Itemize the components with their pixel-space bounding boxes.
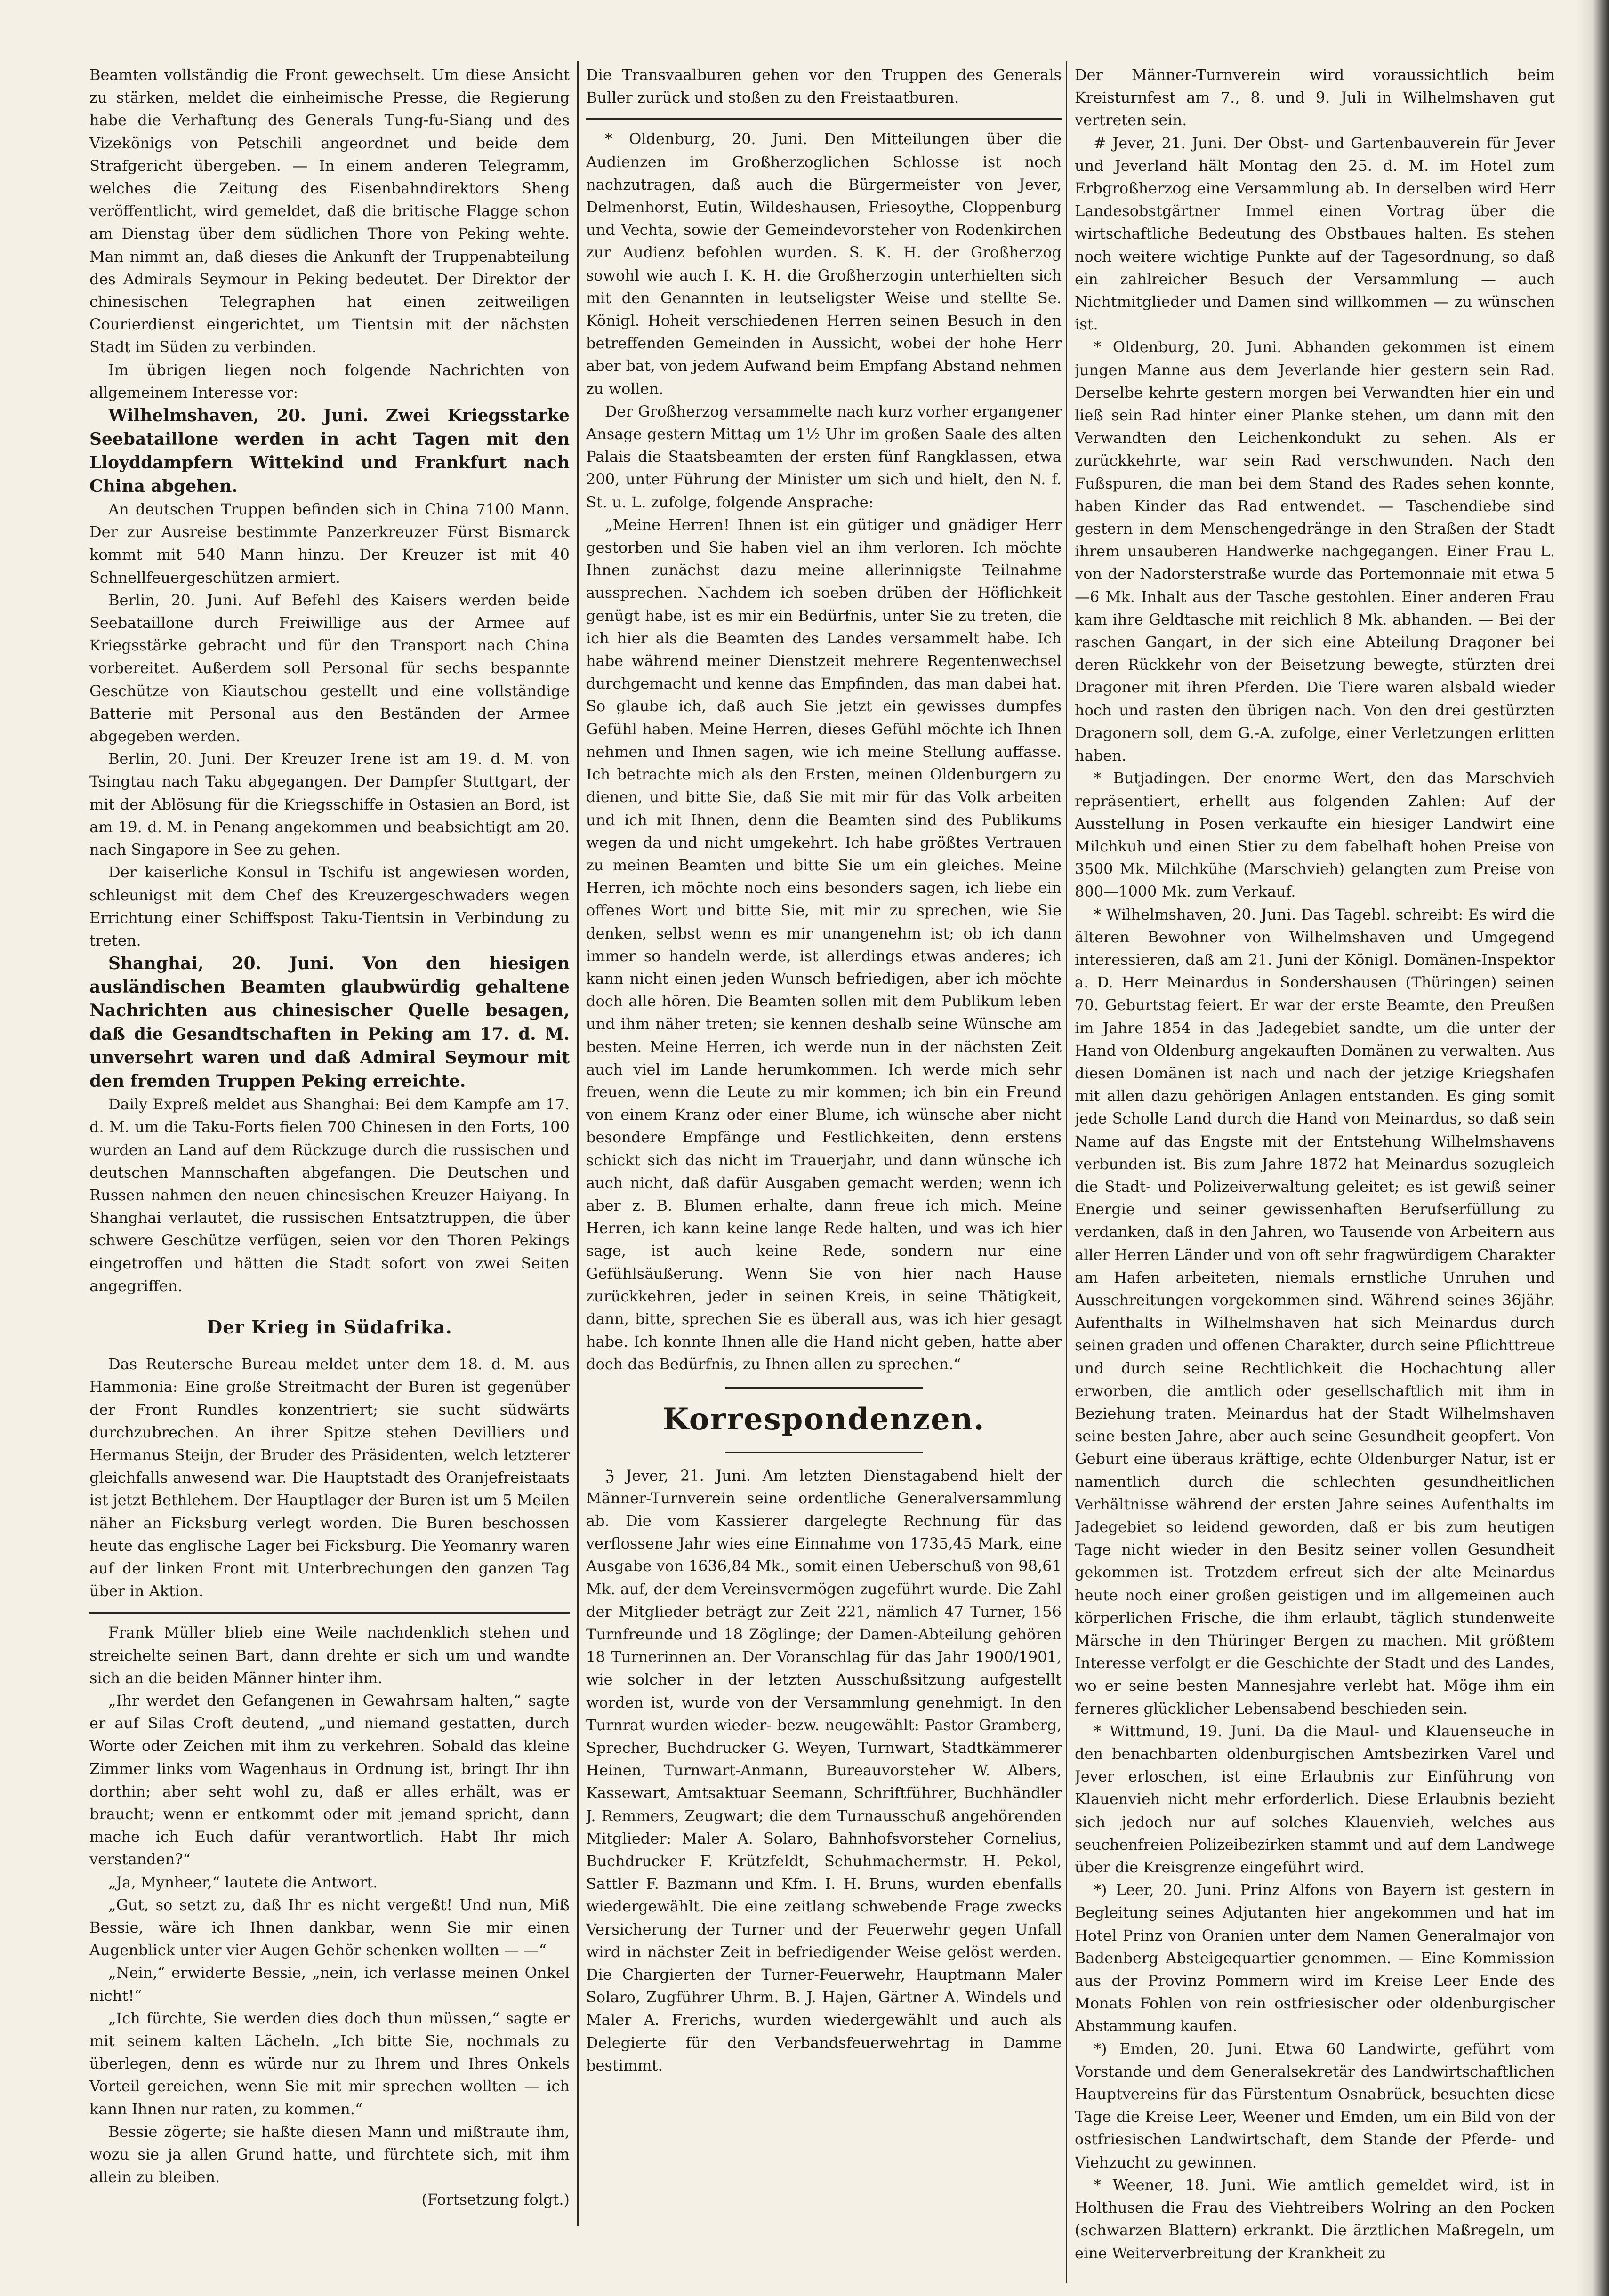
article-paragraph: *) Leer, 20. Juni. Prinz Alfons von Bayern ist gestern in Begleitung seines Adjutanten hier angekommen und hat im Hotel Prinz von Oranien unter dem Namen Generalmajor von Badenberg Absteigequartier genommen. — Eine Kommission aus der Provinz Pommern wird im Kreise Leer Ende des Monats Fohlen von rein ostfriesischer oder oldenburgischer Abstammung kaufen. — [1075, 1881, 1555, 2035]
article-paragraph: Der Großherzog versammelte nach kurz vorher ergangener Ansage gestern Mittag um 1½ Uhr im großen Saale des alten Palais die Staatsbeamten der ersten fünf Rangklassen, etwa 200, unter Führung der Minister um sich und hielt, den N. f. St. u. L. zufolge, folgende Ansprache: — [586, 402, 1062, 511]
page-edge-shadow — [1576, 0, 1609, 2296]
article-paragraph: * Weener, 18. Juni. Wie amtlich gemeldet wird, ist in Holthusen die Frau des Viehtreibers Wolring an den Pocken (schwarzen Blattern) erkrankt. Die ärztlichen Maßregeln, um eine Weiterverbreitung der Krankheit zu — [1075, 2176, 1555, 2262]
article-paragraph: „Gut, so setzt zu, daß Ihr es nicht vergeßt! Und nun, Miß Bessie, wäre ich Ihnen dankbar, wenn Sie mir einen Augenblick unter vier Augen Gehör schenken wollten — —“ — [89, 1895, 570, 1959]
article-paragraph: „Ihr werdet den Gefangenen in Gewahrsam halten,“ sagte er auf Silas Croft deutend, „und niemand gestatten, durch Worte oder Zeichen mit ihm zu verkehren. Sobald das kleine Zimmer links vom Wagenhaus in Ordnung ist, bringt Ihr ihn dorthin; aber seht wohl zu, daß er alles erhält, was er braucht; wenn er entkommt oder mit jemand spricht, dann mache ich Euch dafür verantwortlich. Habt Ihr mich verstanden?“ — [89, 1691, 570, 1869]
section-separator — [89, 1612, 570, 1614]
column-left — [89, 64, 570, 2224]
column-middle — [586, 64, 1062, 2276]
column-divider — [577, 61, 579, 2226]
article-paragraph: „Ich fürchte, Sie werden dies doch thun müssen,“ sagte er mit seinem kalten Lächeln. „Ich bitte Sie, nochmals zu überlegen, denn es würde nur zu Ihrem und Ihres Onkels Vorteil gereichen, wenn Sie mit mir sprechen wollten — ich kann Ihnen nur raten, zu kommen.“ — [89, 2009, 570, 2118]
article-paragraph: * Wilhelmshaven, 20. Juni. Das Tagebl. schreibt: Es wird die älteren Bewohner von Wilhelmshaven und Umgegend interessieren, daß am 21. Juni der Königl. Domänen-Inspektor a. D. Herr Meinardus in Sondershausen (Thüringen) seinen 70. Geburtstag feiert. Er war der erste Beamte, den Preußen im Jahre 1854 in das Jadegebiet sandte, um die unter der Hand von Oldenburg angekauften Domänen zu verwalten. Aus diesen Domänen ist nach und nach der jetzige Kriegshafen mit allen dazu gehörigen Anlagen entstanden. Es ging somit jede Scholle Land durch die Hand von Meinardus, so daß sein Name auf das Engste mit der Entstehung Wilhelmshavens verbunden ist. Bis zum Jahre 1872 hat Meinardus sozugleich die Stadt- und Polizeiverwaltung geleitet; es ist gewiß seiner Energie und seiner gewissenhaften Berufserfüllung zu verdanken, daß in den Jahren, wo Tausende von Arbeitern aus aller Herren Länder und von oft sehr fragwürdigem Charakter am Hafen arbeiteten, niemals ernstliche Unruhen und Ausschreitungen vorgekommen sind. Während seines 36jähr. Aufenthalts in Wilhelmshaven hat sich Meinardus durch seinen graden und offenen Charakter, durch seine Pflichttreue und durch seine Rechtlichkeit die Hochachtung aller erworben, die amtlich oder gesellschaftlich mit ihm in Beziehung traten. Meinardus hat der Stadt Wilhelmshaven seine besten Jahre, aber auch seine Gesundheit geopfert. Von Geburt eine überaus kräftige, echte Oldenburger Natur, ist er namentlich durch die schlechten gesundheitlichen Verhältnisse während der ersten Jahre seines Aufenthalts im Jadegebiet so leidend geworden, daß er bis zum heutigen Tage nicht wieder in den Besitz seiner vollen Gesundheit gekommen ist. Trotzdem erfreut sich der alte Meinardus heute noch einer großen geistigen und im allgemeinen auch körperlichen Frische, die ihm erlaubt, täglich stundenweite Märsche in den Thüringer Bergen zu machen. Mit größtem Interesse verfolgt er die Geschichte der Stadt und des Landes, wo er seine besten Mannesjahre verlebt hat. Möge ihm ein ferneres glücklicher Lebensabend beschieden sein. — [1075, 905, 1555, 1718]
article-paragraph: An deutschen Truppen befinden sich in China 7100 Mann. Der zur Ausreise bestimmte Panzerkreuzer Fürst Bismarck kommt mit 540 Mann hinzu. Der Kreuzer ist mit 40 Schnellfeuergeschützen armiert. — [89, 500, 570, 586]
section-separator — [586, 118, 1062, 120]
section-heading: Der Krieg in Südafrika. — [207, 1316, 452, 1338]
article-paragraph: „Nein,“ erwiderte Bessie, „nein, ich verlasse meinen Onkel nicht!“ — [89, 1964, 570, 2005]
article-paragraph: Frank Müller blieb eine Weile nachdenklich stehen und streichelte seinen Bart, dann drehte er sich um und wandte sich an die beiden Männer hinter ihm. — [89, 1623, 570, 1687]
article-paragraph: „Meine Herren! Ihnen ist ein gütiger und gnädiger Herr gestorben und Sie haben viel an ihm verloren. Ich möchte Ihnen zunächst dazu meine allerinnigste Teilnahme aussprechen. Nachdem ich soeben drüben der Höflichkeit genügt habe, ist es mir ein Bedürfnis, unter Sie zu treten, die ich hier als die Beamten des Landes versammelt habe. Ich habe während meiner Dienstzeit mehrere Regentenwechsel durchgemacht und kenne das Empfinden, das man dabei hat. So glaube ich, daß auch Sie jetzt ein gewisses dumpfes Gefühl haben. Meine Herren, dieses Gefühl möchte ich Ihnen nehmen und Ihnen sagen, wie ich meine Stellung auffasse. Ich betrachte mich als den Ersten, meinen Oldenburgern zu dienen, und bitte Sie, daß Sie mit mir für das Volk arbeiten und ich mit Ihnen, denn die Beamten sind des Publikums wegen da und nicht umgekehrt. Ich habe größtes Vertrauen zu meinen Beamten und bitte Sie um ein gleiches. Meine Herren, ich möchte noch eins besonders sagen, ich liebe ein offenes Wort und bitte Sie, mit mir zu sprechen, wie Sie denken, selbst wenn es mir unangenehm ist; ob ich dann immer so handeln werde, ist allerdings etwas anderes; ich kann nicht einen jeden Wunsch befriedigen, aber ich möchte doch alle hören. Die Beamten sollen mit dem Publikum leben und ihm näher treten; sie kennen deshalb seine Wünsche am besten. Meine Herren, ich werde nun in der nächsten Zeit auch viel im Lande herumkommen. Ich werde mich sehr freuen, wenn die Leute zu mir kommen; ich bin ein Freund von einem Kranz oder einer Blume, ich wünsche aber nicht besondere Empfänge und Festlichkeiten, denn erstens schickt sich das nicht im Trauerjahr, und dann wünsche ich auch nicht, daß dafür Ausgaben gemacht werden; wenn ich aber z. B. Blumen erhalte, dann freue ich mich. Meine Herren, ich kann keine lange Rede halten, und was ich hier sage, ist auch keine Rede, sondern nur eine Gefühlsäußerung. Wenn Sie von hier nach Hause zurückkehren, jeder in seinen Kreis, in seine Thätigkeit, dann, bitte, sprechen Sie es überall aus, was ich hier gesagt habe. Ich konnte Ihnen alle die Hand nicht geben, hatte aber doch das Bedürfnis, zu Ihnen allen zu sprechen.“ — [586, 515, 1062, 1373]
news-headline: Shanghai, 20. Juni. Von den hiesigen ausländischen Beamten glaubwürdig gehaltene Nachrichten aus chinesischer Quelle besagen, daß die Gesandtschaften in Peking am 17. d. M. unversehrt waren und daß Admiral Seymour mit den fremden Truppen Peking erreichte. — [89, 954, 570, 1092]
article-paragraph: Im übrigen liegen noch folgende Nachrichten von allgemeinem Interesse vor: — [89, 361, 570, 401]
column-right — [1075, 64, 1555, 2276]
news-headline: Wilhelmshaven, 20. Juni. Zwei Kriegsstarke Seebataillone werden in acht Tagen mit den Lloyddampfern Wittekind und Frankfurt nach China abgehen. — [89, 406, 570, 497]
article-paragraph: # Jever, 21. Juni. Der Obst- und Gartenbauverein für Jever und Jeverland hält Montag den 25. d. M. im Hotel zum Erbgroßherzog eine Versammlung ab. In derselben wird Herr Landesobstgärtner Immel einen Vortrag über die wirtschaftliche Bedeutung des Obstbaues halten. Es stehen noch weitere wichtige Punkte auf der Tagesordnung, so daß ein zahlreicher Besuch der Versammlung — auch Nichtmitglieder und Damen sind willkommen — zu wünschen ist. — [1075, 134, 1555, 334]
article-paragraph: * Oldenburg, 20. Juni. Abhanden gekommen ist einem jungen Manne aus dem Jeverlande hier gestern sein Rad. Derselbe kehrte gestern morgen bei Verwandten hier ein und ließ sein Rad hinter einer Planke stehen, um dann mit den Verwandten den Leichenkondukt zu sehen. Als er zurückkehrte, war sein Rad verschwunden. Nach den Fußspuren, die man bei dem Stand des Rades sehen konnte, haben Kinder das Rad entwendet. — Taschendiebe sind gestern in dem Menschengedränge in den Straßen der Stadt ihrem unsauberen Handwerke nachgegangen. Einer Frau L. von der Nadorsterstraße wurde das Portemonnaie mit etwa 5—6 Mk. Inhalt aus der Tasche gestohlen. Einer anderen Frau kam ihre Geldtasche mit reichlich 8 Mk. abhanden. — Bei der raschen Gangart, in der sich eine Abteilung Dragoner bei deren Rückkehr von der Beisetzung bewegte, stürzten drei Dragoner mit ihren Pferden. Die Tiere waren alsbald wieder hoch und rasten den übrigen nach. Von den drei gestürzten Dragonern soll, dem G.-A. zufolge, einer Verletzungen erlitten haben. — [1075, 338, 1555, 765]
article-paragraph: Daily Expreß meldet aus Shanghai: Bei dem Kampfe am 17. d. M. um die Taku-Forts fielen 700 Chinesen in den Forts, 100 wurden an Land auf dem Rückzuge durch die russischen und deutschen Mannschaften abgefangen. Die Deutschen und Russen nahmen den neuen chinesischen Kreuzer Haiyang. In Shanghai verlautet, die russischen Entsatztruppen, die über schwere Geschütze verfügen, seien vor den Thoren Pekings eingetroffen und hätten die Stadt sofort von zwei Seiten angegriffen. — [89, 1095, 570, 1295]
article-paragraph: „Ja, Mynheer,“ lautete die Antwort. — [108, 1873, 378, 1891]
column-divider — [1066, 61, 1067, 2283]
article-paragraph: * Oldenburg, 20. Juni. Den Mitteilungen über die Audienzen im Großherzoglichen Schlosse ist noch nachzutragen, daß auch die Bürgermeister von Jever, Delmenhorst, Eutin, Wildeshausen, Friesoythe, Cloppenburg und Vechta, sowie der Gemeindevorsteher von Rodenkirchen zur Audienz befohlen wurden. S. K. H. der Großherzog sowohl wie auch I. K. H. die Großherzogin unterhielten sich mit den Genannten in leutseligster Weise und stellte Se. Königl. Hoheit verschiedenen Herren seinen Besuch in den betreffenden Gemeinden in Aussicht, wobei der hohe Herr aber bat, von jedem Aufwand beim Empfang Abstand nehmen zu wollen. — [586, 130, 1062, 398]
article-paragraph: * Wittmund, 19. Juni. Da die Maul- und Klauenseuche in den benachbarten oldenburgischen Amtsbezirken Varel und Jever erloschen, ist eine Erlaubnis zur Einführung von Klauenvieh nicht mehr erforderlich. Diese Erlaubnis bezieht sich jedoch nur auf solches Klauenvieh, welches aus seuchenfreien Polizeibezirken stammt und auf dem Landwege über die Kreisgrenze eingeführt wird. — [1075, 1722, 1555, 1877]
article-paragraph: Die Transvaalburen gehen vor den Truppen des Generals Buller zurück und stoßen zu den Freistaatburen. — [586, 66, 1062, 107]
article-paragraph: Berlin, 20. Juni. Der Kreuzer Irene ist am 19. d. M. von Tsingtau nach Taku abgegangen. Der Dampfer Stuttgart, der mit der Ablösung für die Kriegsschiffe in Ostasien an Bord, ist am 19. d. M. in Penang angekommen und beabsichtigt am 20. nach Singapore in See zu gehen. — [89, 750, 570, 859]
article-paragraph: Bessie zögerte; sie haßte diesen Mann und mißtraute ihm, wozu sie ja allen Grund hatte, und fürchtete sich, mit ihm allein zu bleiben. — [89, 2122, 570, 2186]
article-paragraph: Der kaiserliche Konsul in Tschifu ist angewiesen worden, schleunigst mit dem Chef des Kreuzergeschwaders wegen Errichtung einer Schiffspost Taku-Tientsin in Verbindung zu treten. — [89, 863, 570, 949]
article-paragraph: Berlin, 20. Juni. Auf Befehl des Kaisers werden beide Seebataillone durch Freiwillige aus der Armee auf Kriegsstärke gebracht und für den Transport nach China vorbereitet. Außerdem soll Personal für sechs bespannte Geschütze von Kiautschou gestellt und eine vollständige Batterie mit Personal aus den Beständen der Armee abgegeben werden. — [89, 591, 570, 746]
article-paragraph: Der Männer-Turnverein wird voraussichtlich beim Kreisturnfest am 7., 8. und 9. Juli in Wilhelmshaven gut vertreten sein. — [1075, 66, 1555, 129]
section-title-korrespondenzen: Korrespondenzen. — [662, 1401, 985, 1437]
ornamental-rule — [725, 1452, 923, 1453]
article-paragraph: Beamten vollständig die Front gewechselt. Um diese Ansicht zu stärken, meldet die einheimische Presse, die Regierung habe die Verhaftung des Generals Tung-fu-Siang und des Vizekönigs von Petschili angeordnet und beide dem Strafgericht übergeben. — In einem anderen Telegramm, welches die Zeitung des Eisenbahndirektors Sheng veröffentlicht, wird gemeldet, daß die britische Flagge schon am Dienstag über dem südlichen Thore von Peking wehte. Man nimmt an, daß dieses die Ankunft der Truppenabteilung des Admirals Seymour in Peking bedeutet. Der Direktor der chinesischen Telegraphen hat einen zeitweiligen Courierdienst eingerichtet, um Tientsin mit der nächsten Stadt im Süden zu verbinden. — [89, 66, 570, 356]
article-paragraph: *) Emden, 20. Juni. Etwa 60 Landwirte, geführt vom Vorstande und dem Generalsekretär des Landwirtschaftlichen Hauptvereins für das Fürstentum Osnabrück, besuchten diese Tage die Kreise Leer, Weener und Emden, um ein Bild von der ostfriesischen Landwirtschaft, dem Stande der Pferde- und Viehzucht zu gewinnen. — [1075, 2039, 1555, 2171]
article-paragraph: ℨ Jever, 21. Juni. Am letzten Dienstagabend hielt der Männer-Turnverein seine ordentliche Generalversammlung ab. Die vom Kassierer dargelegte Rechnung für das verflossene Jahr wies eine Einnahme von 1735,45 Mark, eine Ausgabe von 1636,84 Mk., somit einen Ueberschuß von 98,61 Mk. auf, der dem Vereinsvermögen zugeführt wurde. Die Zahl der Mitglieder beträgt zur Zeit 221, nämlich 47 Turner, 156 Turnfreunde und 18 Zöglinge; der Damen-Abteilung gehören 18 Turnerinnen an. Der Voranschlag für das Jahr 1900/1901, wie solcher in der letzten Ausschußsitzung aufgestellt worden ist, wurde von der Versammlung genehmigt. In den Turnrat wurden wieder- bezw. neugewählt: Pastor Gramberg, Sprecher, Buchdrucker G. Weyen, Turnwart, Stadtkämmerer Heinen, Turnwart-Anmann, Bureauvorsteher W. Albers, Kassewart, Amtsaktuar Seemann, Schriftführer, Buchhändler J. Remmers, Zeugwart; die dem Turnausschuß angehörenden Mitglieder: Maler A. Solaro, Bahnhofsvorsteher Cornelius, Buchdrucker F. Krützfeldt, Schuhmachermstr. H. Pekol, Sattler F. Bazmann und Kfm. I. H. Bruns, wurden ebenfalls wiedergewählt. Die eine zeitlang schwebende Frage zwecks Versicherung der Turner und der Feuerwehr gegen Unfall wird in nächster Zeit in befriedigender Weise gelöst werden. Die Chargierten der Turner-Feuerwehr, Hauptmann Maler Solaro, Zugführer Uhrm. B. J. Hajen, Gärtner A. Windels und Maler A. Frerichs, wurden wiedergewählt und auch als Delegierte für den Verbandsfeuerwehrtag in Damme bestimmt. — [586, 1466, 1062, 2074]
article-paragraph: (Fortsetzung folgt.) — [421, 2191, 570, 2209]
article-paragraph: Das Reutersche Bureau meldet unter dem 18. d. M. aus Hammonia: Eine große Streitmacht der Buren ist gegenüber der Front Rundles konzentriert; sie sucht südwärts durchzubrechen. An ihrer Spitze stehen Devilliers und Hermanus Steijn, der Bruder des Präsidenten, welch letzterer gleichfalls anwesend war. Die Hauptstadt des Oranjefreistaats ist jetzt Bethlehem. Der Hauptlager der Buren ist um 5 Meilen näher an Ficksburg verlegt worden. Die Buren beschossen heute das englische Lager bei Ficksburg. Die Yeomanry waren auf der linken Front mit Unterbrechungen den ganzen Tag über in Aktion. — [89, 1355, 570, 1600]
article-paragraph: * Butjadingen. Der enorme Wert, den das Marschvieh repräsentiert, erhellt aus folgenden Zahlen: Auf der Ausstellung in Posen verkaufte ein hiesiger Landwirt eine Milchkuh und einen Stier zu dem fabelhaft hohen Preise von 3500 Mk. Milchkühe (Marschvieh) gelangten zum Preise von 800—1000 Mk. zum Verkauf. — [1075, 769, 1555, 901]
ornamental-rule — [725, 1387, 923, 1389]
